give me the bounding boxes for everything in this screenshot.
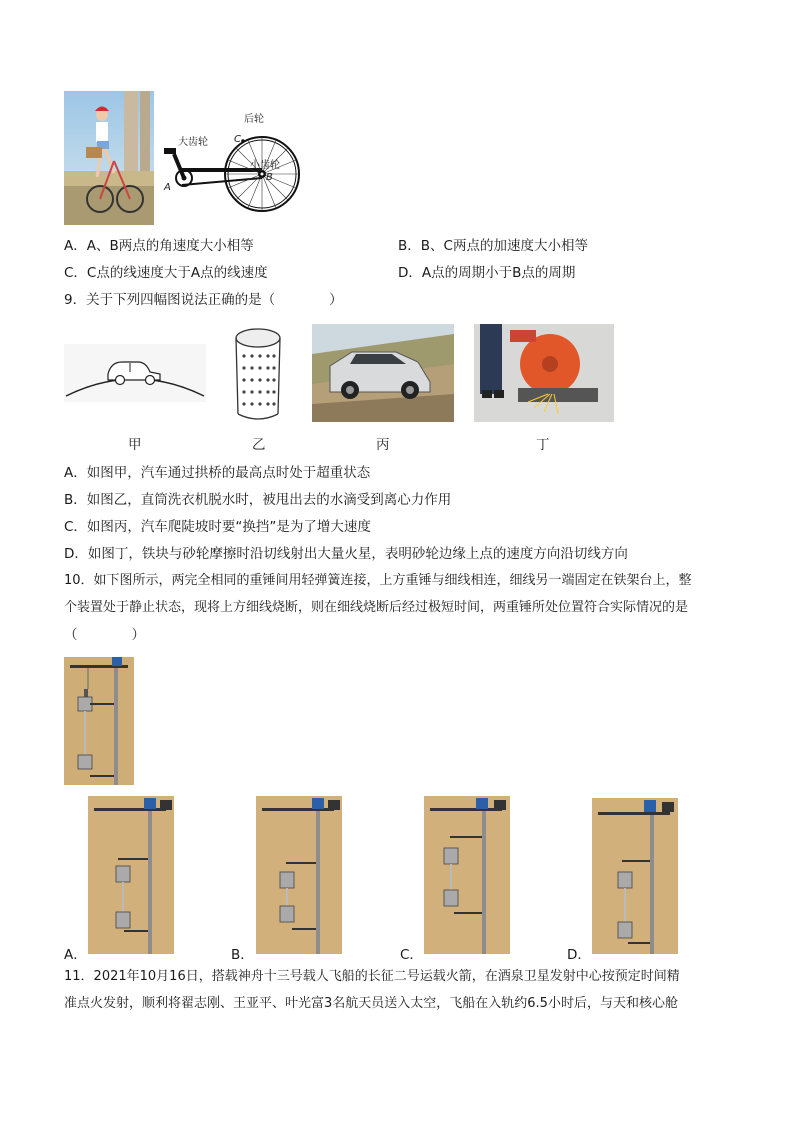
washing-drum-figure (226, 324, 290, 426)
small-gear-label: 小齿轮 (250, 160, 280, 171)
q10-stem-line1: 10．如下图所示，两完全相同的重锤间用轻弹簧连接，上方重锤与细线相连，细线另一端固定在铁架台上，整 (64, 573, 692, 588)
point-c-label: C (234, 134, 241, 145)
q8-option-b: B．B、C两点的加速度大小相等 (398, 238, 588, 254)
grinding-wheel-photo (474, 324, 614, 422)
gear-diagram (158, 108, 306, 226)
hanging-weights-initial-photo (64, 657, 134, 785)
q9-option-d: D．如图丁，铁块与砂轮摩擦时沿切线射出大量火星，表明砂轮边缘上点的速度方向沿切线方向 (64, 546, 628, 562)
big-gear-label: 大齿轮 (178, 137, 208, 148)
q9-caption-jia: 甲 (128, 437, 142, 453)
q11-line2: 准点火发射，顺利将翟志刚、王亚平、叶光富3名航天员送入太空，飞船在入轨约6.5小时后，与天和核心舱 (64, 996, 678, 1011)
q9-caption-bing: 丙 (376, 437, 390, 453)
q11-line1: 11．2021年10月16日，搭载神舟十三号载人飞船的长征二号运载火箭，在酒泉卫星发射中心按预定时间精 (64, 969, 680, 984)
q9-option-b: B．如图乙，直筒洗衣机脱水时，被甩出去的水滴受到离心力作用 (64, 492, 452, 508)
q9-stem: 9．关于下列四幅图说法正确的是（ ） (64, 292, 343, 308)
q8-option-d: D．A点的周期小于B点的周期 (398, 265, 576, 281)
q10-option-b-photo (256, 796, 342, 954)
q10-option-b-label: B． (231, 947, 254, 963)
q10-option-c-label: C． (400, 947, 423, 963)
q10-option-c-photo (424, 796, 510, 954)
q10-option-a-label: A． (64, 947, 87, 963)
q8-option-a: A．A、B两点的角速度大小相等 (64, 238, 254, 254)
cyclist-photo (64, 91, 154, 225)
q10-stem-line2: 个装置处于静止状态，现将上方细线烧断，则在细线烧断后经过极短时间，两重锤所处位置符合实际情况的是 (64, 600, 689, 615)
suv-slope-photo (312, 324, 454, 422)
rear-wheel-label: 后轮 (244, 114, 264, 125)
point-b-label: B (266, 172, 273, 183)
point-a-label: A (164, 182, 171, 193)
q8-option-c: C．C点的线速度大于A点的线速度 (64, 265, 268, 281)
q10-option-a-photo (88, 796, 174, 954)
q10-option-d-label: D． (567, 947, 591, 963)
q9-caption-yi: 乙 (252, 437, 266, 453)
q9-option-a: A．如图甲，汽车通过拱桥的最高点时处于超重状态 (64, 465, 371, 481)
arch-bridge-car-figure (64, 344, 206, 402)
q10-stem-line3: （ ） (64, 627, 145, 643)
q10-option-d-photo (592, 798, 678, 954)
q9-caption-ding: 丁 (536, 437, 550, 453)
q9-option-c: C．如图丙，汽车爬陡坡时要“换挡”是为了增大速度 (64, 519, 371, 535)
